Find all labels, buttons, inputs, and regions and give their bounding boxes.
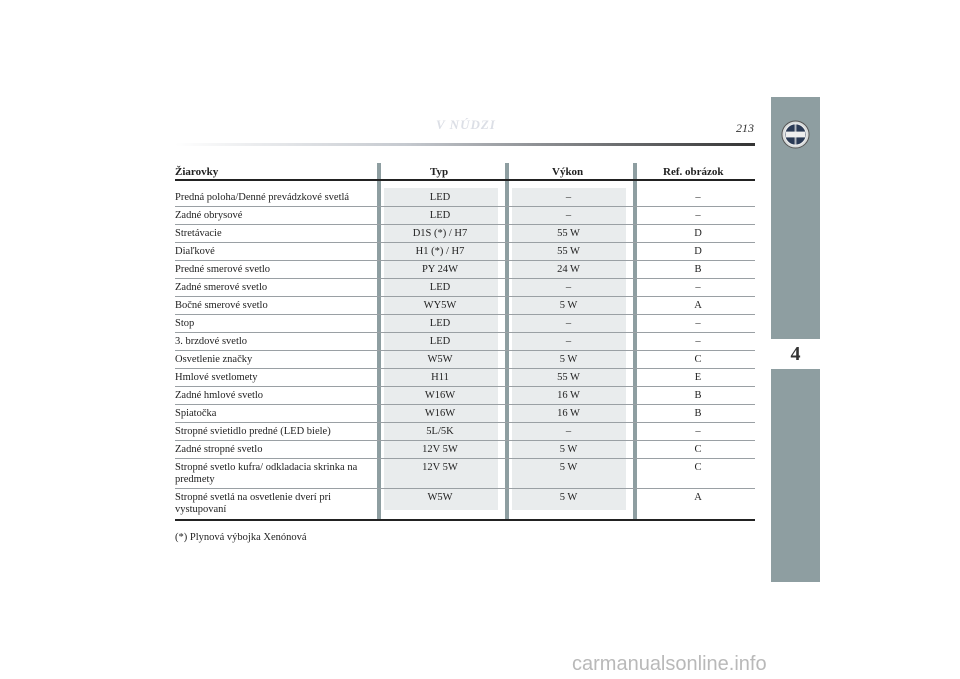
bulb-ref: D [694, 228, 702, 239]
table-row [175, 318, 755, 336]
table-row [175, 192, 755, 210]
bulb-name: Spiatočka [175, 408, 217, 419]
bulb-type: H1 (*) / H7 [415, 246, 465, 257]
bulb-power: – [565, 282, 572, 293]
row-separator [175, 488, 755, 489]
row-separator [175, 422, 755, 423]
table-row [175, 282, 755, 300]
bulb-ref: B [694, 408, 702, 419]
bulb-type: W16W [424, 408, 456, 419]
table-row [175, 246, 755, 264]
bulb-power: – [565, 210, 572, 221]
bulb-power: – [565, 318, 572, 329]
bulb-name: Hmlové svetlomety [175, 372, 258, 383]
bulb-power: – [565, 336, 572, 347]
bulb-ref: C [694, 444, 702, 455]
table-row [175, 426, 755, 444]
bulb-type: LED [429, 210, 451, 221]
bulb-power: 5 W [559, 354, 578, 365]
bulb-type: LED [429, 192, 451, 203]
row-separator [175, 404, 755, 405]
row-separator [175, 206, 755, 207]
bulb-power: – [565, 192, 572, 203]
bulb-ref: – [695, 282, 701, 293]
bulb-type: W5W [427, 492, 453, 503]
bulb-name: Stropné svietidlo predné (LED biele) [175, 426, 331, 437]
table-row [175, 492, 755, 522]
bulb-ref: B [694, 264, 702, 275]
bulb-ref: E [694, 372, 702, 383]
bulb-power: 24 W [557, 264, 580, 275]
bulb-power: 5 W [559, 492, 578, 503]
table-row [175, 372, 755, 390]
table-row [175, 390, 755, 408]
chapter-sidebar [771, 97, 820, 582]
bulb-name: Diaľkové [175, 246, 215, 257]
row-separator [175, 224, 755, 225]
bulb-type: LED [429, 282, 451, 293]
header-rule [175, 143, 755, 146]
bulb-type: H11 [431, 372, 449, 383]
bulb-type: PY 24W [421, 264, 459, 275]
bulb-power: – [565, 426, 572, 437]
row-separator [175, 368, 755, 369]
bulb-name: Zadné hmlové svetlo [175, 390, 264, 401]
bulb-ref: – [695, 336, 701, 347]
bulb-ref: D [694, 246, 702, 257]
table-bottom-rule [175, 519, 755, 521]
row-separator [175, 458, 755, 459]
bulb-power: 16 W [557, 408, 580, 419]
header-ref: Ref. obrázok [663, 166, 724, 178]
row-separator [175, 440, 755, 441]
bulb-name: Predné smerové svetlo [175, 264, 271, 275]
bulb-name: Predná poloha/Denné prevádzkové svetlá [175, 192, 350, 203]
header-type: Typ [430, 166, 449, 178]
bulb-power: 5 W [559, 462, 578, 473]
bulb-name: Bočné smerové svetlo [175, 300, 268, 311]
bulb-power: 55 W [557, 372, 580, 383]
row-separator [175, 242, 755, 243]
lancia-logo-icon [781, 120, 810, 149]
row-separator [175, 260, 755, 261]
bulb-type: LED [429, 336, 451, 347]
bulb-name: 3. brzdové svetlo [175, 336, 248, 347]
page-number: 213 [736, 121, 754, 135]
bulb-ref: – [695, 192, 701, 203]
bulb-name: Osvetlenie značky [175, 354, 253, 365]
row-separator [175, 296, 755, 297]
bulb-ref: A [694, 300, 702, 311]
bulb-power: 55 W [557, 228, 580, 239]
table-row [175, 444, 755, 462]
bulb-name: Zadné stropné svetlo [175, 444, 263, 455]
bulb-name: Zadné smerové svetlo [175, 282, 268, 293]
bulb-type: LED [429, 318, 451, 329]
bulb-type: 12V 5W [422, 462, 458, 473]
bulb-ref: B [694, 390, 702, 401]
table-row [175, 408, 755, 426]
bulb-type: 5L/5K [426, 426, 454, 437]
bulb-name: Stropné svetlá na osvetlenie dverí pri vystupovaní [175, 492, 331, 515]
row-separator [175, 314, 755, 315]
bulb-power: 16 W [557, 390, 580, 401]
table-row [175, 354, 755, 372]
bulb-name: Stropné svetlo kufra/ odkladacia skrinka na predmety [175, 462, 358, 485]
bulb-power: 55 W [557, 246, 580, 257]
footnote: (*) Plynová výbojka Xenónová [175, 532, 307, 543]
bulb-name: Stop [175, 318, 195, 329]
row-separator [175, 278, 755, 279]
table-row [175, 336, 755, 354]
table-row [175, 228, 755, 246]
table-row [175, 300, 755, 318]
bulb-ref: A [694, 492, 702, 503]
row-separator [175, 386, 755, 387]
bulb-power: 5 W [559, 300, 578, 311]
row-separator [175, 350, 755, 351]
bulb-ref: – [695, 210, 701, 221]
bulb-type: WY5W [423, 300, 457, 311]
bulb-ref: C [694, 354, 702, 365]
bulb-name: Stretávacie [175, 228, 222, 239]
bulb-ref: C [694, 462, 702, 473]
bulb-power: 5 W [559, 444, 578, 455]
bulb-type: D1S (*) / H7 [412, 228, 468, 239]
table-row [175, 210, 755, 228]
bulb-type: W16W [424, 390, 456, 401]
chapter-tab[interactable] [771, 339, 820, 369]
header-bulbs: Žiarovky [175, 166, 219, 178]
bulb-name: Zadné obrysové [175, 210, 243, 221]
bulb-type: W5W [427, 354, 453, 365]
header-underline [175, 179, 755, 181]
bulb-ref: – [695, 318, 701, 329]
bulb-ref: – [695, 426, 701, 437]
section-title: V NÚDZI [436, 117, 496, 132]
row-separator [175, 332, 755, 333]
chapter-number: 4 [790, 343, 801, 365]
header-power: Výkon [552, 166, 584, 178]
watermark: carmanualsonline.info [572, 653, 767, 675]
bulb-type: 12V 5W [422, 444, 458, 455]
table-row [175, 264, 755, 282]
